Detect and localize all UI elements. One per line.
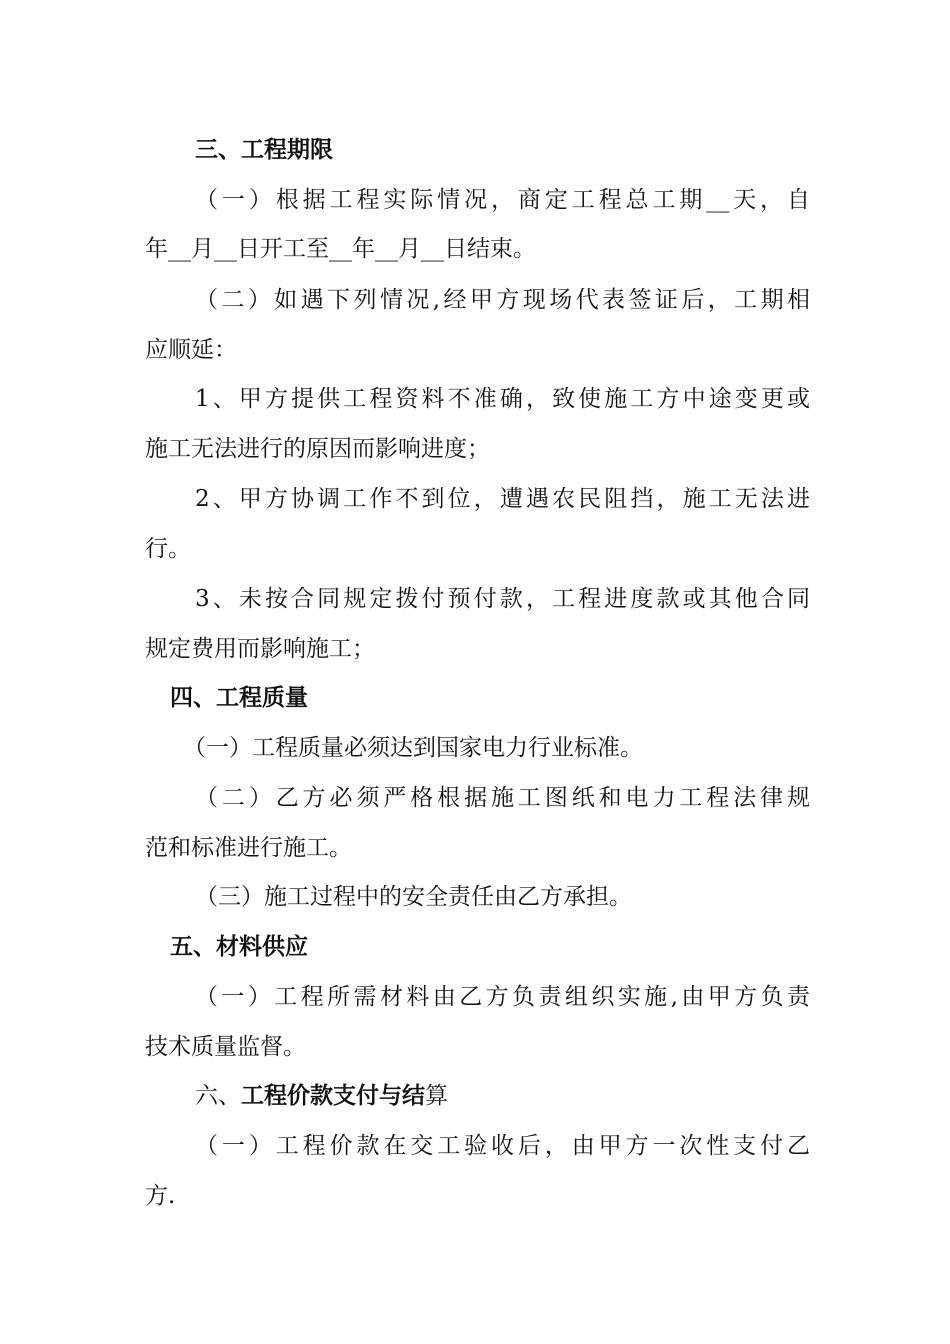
- section-3-sub-3-line-2: 规定费用而影响施工；: [145, 636, 375, 662]
- section-5-item-1-line-1: （一）工程所需材料由乙方负责组织实施,由甲方负责: [195, 984, 810, 1010]
- section-4-item-1: （一）工程质量必须达到国家电力行业标准。: [183, 735, 643, 761]
- section-4-item-3: （三）施工过程中的安全责任由乙方承担。: [195, 884, 632, 910]
- section-6-item-1-line-1: （一）工程价款在交工验收后，由甲方一次性支付乙: [195, 1133, 810, 1159]
- section-3-sub-2-line-1: 2、甲方协调工作不到位，遭遇农民阻挡，施工无法进: [195, 486, 810, 512]
- section-3-sub-2-line-2: 行。: [145, 536, 191, 562]
- section-4-heading: 四、工程质量: [170, 684, 308, 711]
- section-4-item-2-line-2: 范和标准进行施工。: [145, 835, 352, 861]
- section-3-item-1-line-2: 年__月__日开工至__年__月__日结束。: [145, 236, 536, 262]
- section-3-sub-1-line-2: 施工无法进行的原因而影响进度；: [145, 436, 490, 462]
- section-6-heading-bold: 工程价款支付与结: [241, 1082, 425, 1109]
- section-3-sub-3-line-1: 3、未按合同规定拨付预付款，工程进度款或其他合同: [195, 586, 810, 612]
- section-3-item-2-line-1: （二）如遇下列情况,经甲方现场代表签证后，工期相: [195, 287, 810, 313]
- section-5-item-1-line-2: 技术质量监督。: [145, 1034, 306, 1060]
- section-3-item-2-line-2: 应顺延：: [145, 337, 237, 363]
- section-3-heading: 三、工程期限: [195, 136, 333, 163]
- section-6-item-1-line-2: 方.: [145, 1183, 176, 1209]
- section-5-heading: 五、材料供应: [170, 933, 308, 960]
- section-3-sub-1-line-1: 1、甲方提供工程资料不准确，致使施工方中途变更或: [195, 386, 810, 412]
- section-4-item-2-line-1: （二）乙方必须严格根据施工图纸和电力工程法律规: [195, 785, 810, 811]
- section-6-heading: [195, 1081, 695, 1111]
- section-6-heading-suffix: 算: [425, 1083, 448, 1109]
- section-6-heading-prefix: 六、: [195, 1083, 241, 1109]
- section-3-item-1-line-1: （一）根据工程实际情况，商定工程总工期__天，自: [195, 187, 810, 213]
